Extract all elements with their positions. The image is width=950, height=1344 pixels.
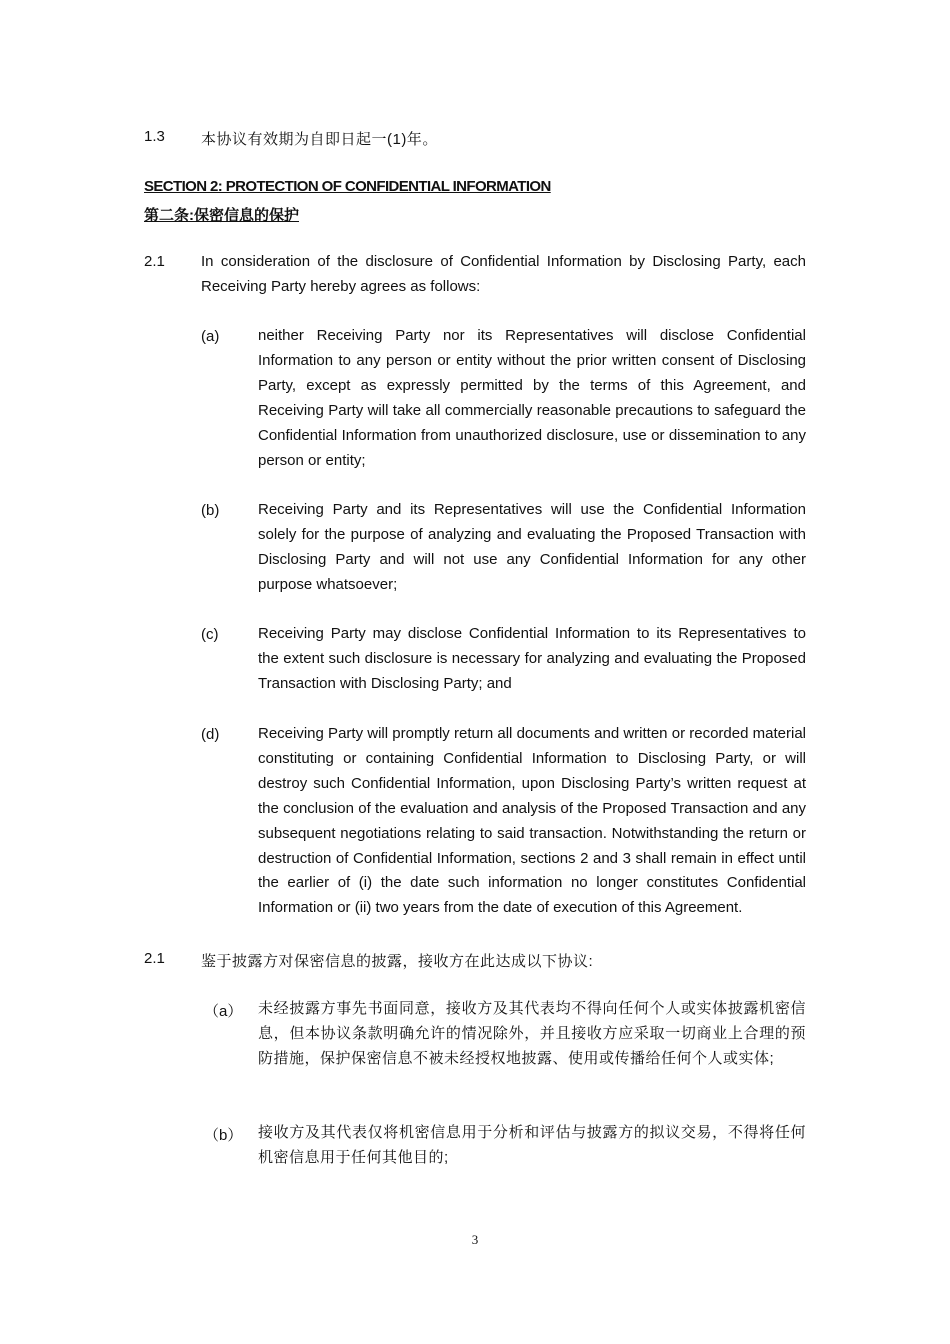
item-zh-a-text: 未经披露方事先书面同意，接收方及其代表均不得向任何个人或实体披露机密信息，但本协议条款明确允许的情况除外，并且接收方应采取一切商业上合理的预防措施，保护保密信息不被未经授权地披露、使用或传播给任何个人或实体; xyxy=(258,1000,806,1067)
item-a-label: (a) xyxy=(201,328,220,345)
item-zh-b-text: 接收方及其代表仅将机密信息用于分析和评估与披露方的拟议交易，不得将任何机密信息用于任何其他目的; xyxy=(258,1124,806,1166)
clause-2-1-zh-number: 2.1 xyxy=(144,950,165,967)
clause-2-1-en-intro: In consideration of the disclosure of Confidential Information by Disclosing Party, each Receiving Party hereby agrees as follows: xyxy=(201,253,806,295)
item-zh-b-label: （b） xyxy=(204,1127,243,1144)
page-number: 3 xyxy=(471,1232,479,1247)
item-b-text: Receiving Party and its Representatives will use the Confidential Information solely for the purpose of analyzing and evaluating the Proposed Transaction with Disclosing Party and will not use any Confidential Information for any other purpose whatsoever; xyxy=(258,501,806,593)
clause-2-1-zh-intro: 鉴于披露方对保密信息的披露，接收方在此达成以下协议: xyxy=(201,953,594,970)
item-c-text: Receiving Party may disclose Confidential Information to its Representatives to the extent such disclosure is necessary for analyzing and evaluating the Proposed Transaction with Disclosing Party; and xyxy=(258,625,806,692)
item-d-text: Receiving Party will promptly return all documents and written or recorded material constituting or containing Confidential Information to Disclosing Party, or will destroy such Confidential Information, upon Disclosing Party’s written request at the conclusion of the evaluation and analysis of the Proposed Transaction and any subsequent negotiations relating to said transaction. Notwithstanding the return or destruction of Confidential Information, sections 2 and 3 shall remain in effect until the earlier of (i) the date such information no longer constitutes Confidential Information or (ii) two years from the date of execution of this Agreement. xyxy=(258,725,806,917)
section-2-heading-en: SECTION 2: PROTECTION OF CONFIDENTIAL INFORMATION xyxy=(144,178,551,195)
item-zh-a-label: （a） xyxy=(204,1003,243,1020)
item-a-text: neither Receiving Party nor its Representatives will disclose Confidential Information to any person or entity without the prior written consent of Disclosing Party, except as expressly permitted by the terms of this Agreement, and Receiving Party will take all commercially reasonable precautions to safeguard the Confidential Information from unauthorized disclosure, use or dissemination to any person or entity; xyxy=(258,327,806,469)
clause-2-1-en-number: 2.1 xyxy=(144,253,165,270)
clause-1-3-number: 1.3 xyxy=(144,128,165,145)
section-2-heading-zh: 第二条:保密信息的保护 xyxy=(144,207,299,224)
clause-1-3-text: 本协议有效期为自即日起一(1)年。 xyxy=(201,131,438,148)
item-c-label: (c) xyxy=(201,626,219,643)
item-d-label: (d) xyxy=(201,726,220,743)
item-b-label: (b) xyxy=(201,502,220,519)
